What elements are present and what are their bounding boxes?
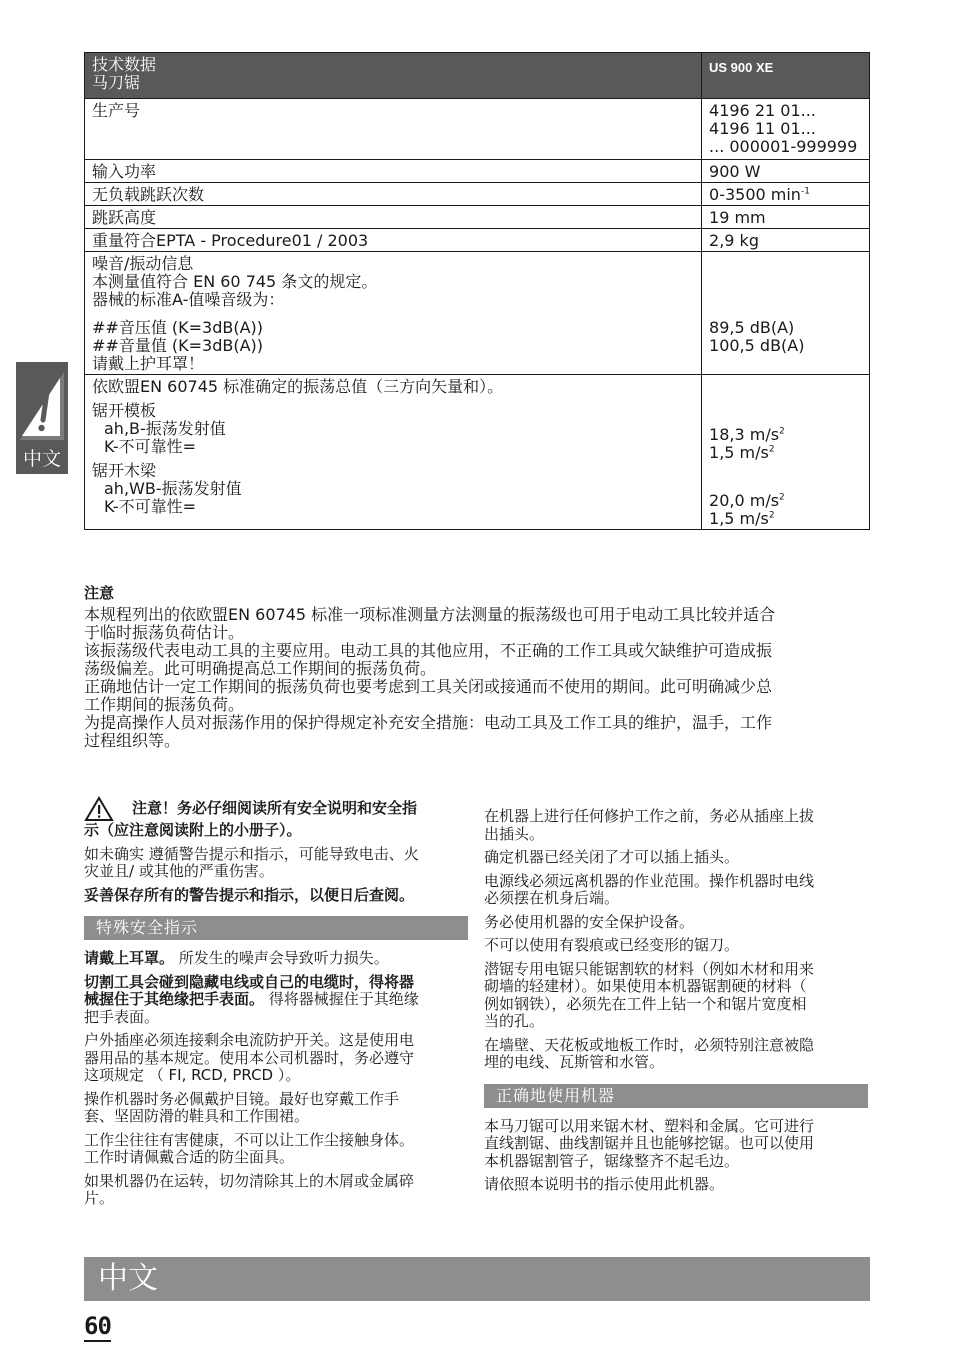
- text-line: 这项规定 （ FI, RCD, PRCD ）。: [84, 1066, 301, 1084]
- notes-line: 该振荡级代表电动工具的主要应用。电动工具的其他应用，不正确的工作工具或欠缺维护可造成振: [84, 641, 773, 660]
- value-line: 1,5 $m/s^2$: [709, 443, 775, 462]
- spacer: [709, 462, 863, 492]
- text-line: 把手表面。: [84, 1007, 160, 1026]
- input-power-value: 900 W: [702, 160, 870, 183]
- text-line: 例如钢铁），必须先在工件上钻一个和锯片宽度相: [484, 994, 807, 1013]
- value-line: 4196 11 01...: [709, 119, 816, 138]
- value-line: 1,5 $m/s^2$: [709, 509, 775, 528]
- text-line: ah,B-振荡发射值: [104, 419, 226, 438]
- proper-use-heading: 正确地使用机器: [484, 1084, 868, 1108]
- text-line: 如未确实 遵循警告提示和指示，可能导致电击、火: [84, 844, 419, 863]
- value-line: 4196 21 01...: [709, 101, 816, 120]
- spacer: [709, 378, 863, 426]
- stroke-height-label: 跳跃高度: [85, 206, 702, 229]
- unit-superscript: -1: [800, 186, 810, 197]
- input-power-label: 输入功率: [85, 160, 702, 183]
- notes-section: [84, 584, 870, 750]
- table-header-label: [85, 53, 702, 99]
- left-column: [84, 800, 468, 1214]
- noise-values: [702, 252, 870, 375]
- text-line: 灾並且/ 或其他的严重伤害。: [84, 862, 274, 880]
- text-line: 请戴上护耳罩！: [92, 354, 205, 373]
- text-line: 在机器上进行任何修护工作之前，务必从插座上拔: [484, 807, 815, 825]
- cord-paragraph: [484, 873, 868, 908]
- hidden-lines-paragraph: [484, 1037, 868, 1072]
- text-line: 依欧盟EN 60745 标准确定的振荡总值（三方向矢量和）。: [92, 377, 504, 396]
- text-line: 锯开木梁: [92, 461, 157, 480]
- text-line: 器械的标准A-值噪音级为：: [92, 290, 285, 309]
- special-safety-heading: 特殊安全指示: [84, 916, 468, 940]
- text-line: 噪音/振动信息: [92, 254, 194, 273]
- follow-manual-paragraph: 请依照本说明书的指示使用此机器。: [484, 1175, 725, 1193]
- value-text: 0-3500 min: [709, 185, 801, 204]
- safety-warning: [84, 800, 468, 822]
- notes-title: 注意: [84, 584, 115, 602]
- vibration-info: [85, 375, 702, 530]
- text-line: 操作机器时务必佩戴护目镜。最好也穿戴工作手: [84, 1089, 400, 1108]
- text-line: 电源线必须远离机器的作业范围。操作机器时电线: [484, 871, 815, 890]
- plunge-paragraph: [484, 961, 868, 1031]
- goggles-paragraph: [84, 1091, 468, 1126]
- table-row: [85, 183, 870, 206]
- text: 得将器械握住于其绝缘: [264, 990, 419, 1008]
- footer-language-label: 中文: [98, 1261, 158, 1296]
- text-line: 户外插座必须连接剩余电流防护开关。这是使用电: [84, 1031, 415, 1049]
- text-line: 本机器锯割管子，锯缘整齐不起毛边。: [484, 1151, 740, 1170]
- text-line: 本测量值符合 EN 60 745 条文的规定。: [92, 272, 378, 291]
- value-line: 20,0 $m/s^2$: [709, 491, 785, 510]
- text-line: K-不可靠性=: [104, 497, 196, 516]
- side-tab-label: 中文: [22, 448, 61, 470]
- notes-line: 荡级偏差。此可明确提高总工作期间的振荡负荷。: [84, 659, 437, 678]
- table-row: [85, 229, 870, 252]
- noise-info: [85, 252, 702, 375]
- page-number: 60: [84, 1312, 111, 1340]
- header-title: 技术数据: [92, 55, 157, 74]
- text-line: 套、坚固防滑的鞋具和工作围裙。: [84, 1107, 310, 1125]
- bold-text: 请戴上耳罩。: [84, 949, 175, 967]
- table-row: [85, 375, 870, 530]
- warning-triangle-icon: [84, 796, 132, 822]
- footer-language-bar: [84, 1257, 870, 1301]
- text-line: 潜锯专用电锯只能锯割软的材料（例如木材和用来: [484, 959, 815, 978]
- warning-title-line: 示（应注意阅读附上的小册子）。: [84, 821, 302, 839]
- chips-paragraph: [84, 1173, 468, 1208]
- production-number-values: [702, 99, 870, 160]
- bold-text: 切割工具会碰到隐藏电线或自己的电缆时，得将器: [84, 972, 415, 991]
- text-line: 如果机器仍在运转，切勿清除其上的木屑或金属碎: [84, 1171, 415, 1190]
- warning-title-line: 注意！务必仔细阅读所有安全说明和安全指: [132, 799, 418, 817]
- warning-text: [84, 846, 468, 881]
- text-line: ##音量值 (K=3dB(A)): [92, 336, 264, 355]
- table-row: [85, 160, 870, 183]
- dust-paragraph: [84, 1132, 468, 1167]
- text-line: 在墙壁、天花板或地板工作时，必须特别注意被隐: [484, 1035, 815, 1054]
- value-line: 89,5 dB(A): [709, 318, 795, 337]
- table-header-row: [85, 53, 870, 99]
- unplug-paragraph: [484, 808, 868, 843]
- text-line: 工作时请佩戴合适的防尘面具。: [84, 1148, 295, 1166]
- table-row: [85, 99, 870, 160]
- guard-paragraph: 务必使用机器的安全保护设备。: [484, 912, 695, 931]
- no-load-stroke-value: [702, 183, 870, 206]
- text-line: 出插头。: [484, 824, 545, 843]
- warning-icon: [16, 362, 68, 446]
- hidden-wire-paragraph: [84, 974, 468, 1027]
- header-subtitle: 马刀锯: [92, 73, 141, 92]
- vibration-values: [702, 375, 870, 530]
- weight-value: 2,9 kg: [702, 229, 870, 252]
- stroke-height-value: 19 mm: [702, 206, 870, 229]
- language-side-tab: [16, 362, 68, 474]
- text-line: 本马刀锯可以用来锯木材、塑料和金属。它可进行: [484, 1116, 815, 1135]
- notes-line: 正确地估计一定工作期间的振荡负荷也要考虑到工具关闭或接通而不使用的期间。此可明确减少总: [84, 677, 773, 696]
- bold-text: 械握住于其绝缘把手表面。: [84, 990, 265, 1008]
- text-line: ##音压值 (K=3dB(A)): [92, 318, 264, 337]
- text-line: K-不可靠性=: [104, 437, 196, 456]
- text: 所发生的噪声会导致听力损失。: [174, 949, 389, 967]
- text-line: 锯开模板: [92, 401, 157, 420]
- table-row: [85, 206, 870, 229]
- weight-label: 重量符合EPTA - Procedure01 / 2003: [85, 229, 702, 252]
- notes-line: 过程组织等。: [84, 731, 181, 750]
- notes-line: 本规程列出的依欧盟EN 60745 标准一项标准测量方法测量的振荡级也可用于电动工具比较并适合: [84, 605, 776, 624]
- text-line: 直线割锯、曲线割锯并且也能够挖锯。也可以使用: [484, 1134, 815, 1152]
- spacer: [709, 255, 863, 319]
- text-line: 器用品的基本规定。使用本公司机器时，务必遵守: [84, 1048, 415, 1067]
- blade-paragraph: 不可以使用有裂痕或已经变形的锯刀。: [484, 936, 740, 954]
- usage-paragraph: [484, 1118, 868, 1171]
- text-line: 砌墙的轻建材）。如果使用本机器锯割硬的材料（: [484, 977, 807, 995]
- value-line: ... 000001-999999: [709, 137, 858, 156]
- no-load-stroke-label: 无负载跳跃次数: [85, 183, 702, 206]
- rcd-paragraph: [84, 1032, 468, 1085]
- ear-protection-paragraph: [84, 950, 468, 968]
- text-line: ah,WB-振荡发射值: [104, 479, 242, 498]
- text-line: 工作尘往往有害健康，不可以让工作尘接触身体。: [84, 1130, 415, 1149]
- text-line: 片。: [84, 1189, 115, 1207]
- notes-line: 于临时振荡负荷估计。: [84, 623, 245, 642]
- model-name: US 900 XE: [702, 53, 870, 99]
- table-row: [85, 252, 870, 375]
- text-line: 当的孔。: [484, 1012, 545, 1030]
- notes-line: 工作期间的振荡负荷。: [84, 695, 245, 714]
- right-column: [484, 808, 868, 1200]
- keep-instructions: 妥善保存所有的警告提示和指示，以便日后查阅。: [84, 885, 415, 904]
- production-number-label: 生产号: [85, 99, 702, 160]
- value-line: 100,5 dB(A): [709, 336, 805, 355]
- text-line: 埋的电线、瓦斯管和水管。: [484, 1053, 665, 1071]
- value-line: 18,3 $m/s^2$: [709, 425, 785, 444]
- notes-line: 为提高操作人员对振荡作用的保护得规定补充安全措施：电动工具及工作工具的维护，温手，工作: [84, 713, 773, 732]
- text-line: 必须摆在机身后端。: [484, 889, 620, 907]
- switch-off-paragraph: 确定机器已经关闭了才可以插上插头。: [484, 848, 740, 866]
- technical-data-table: [84, 52, 870, 530]
